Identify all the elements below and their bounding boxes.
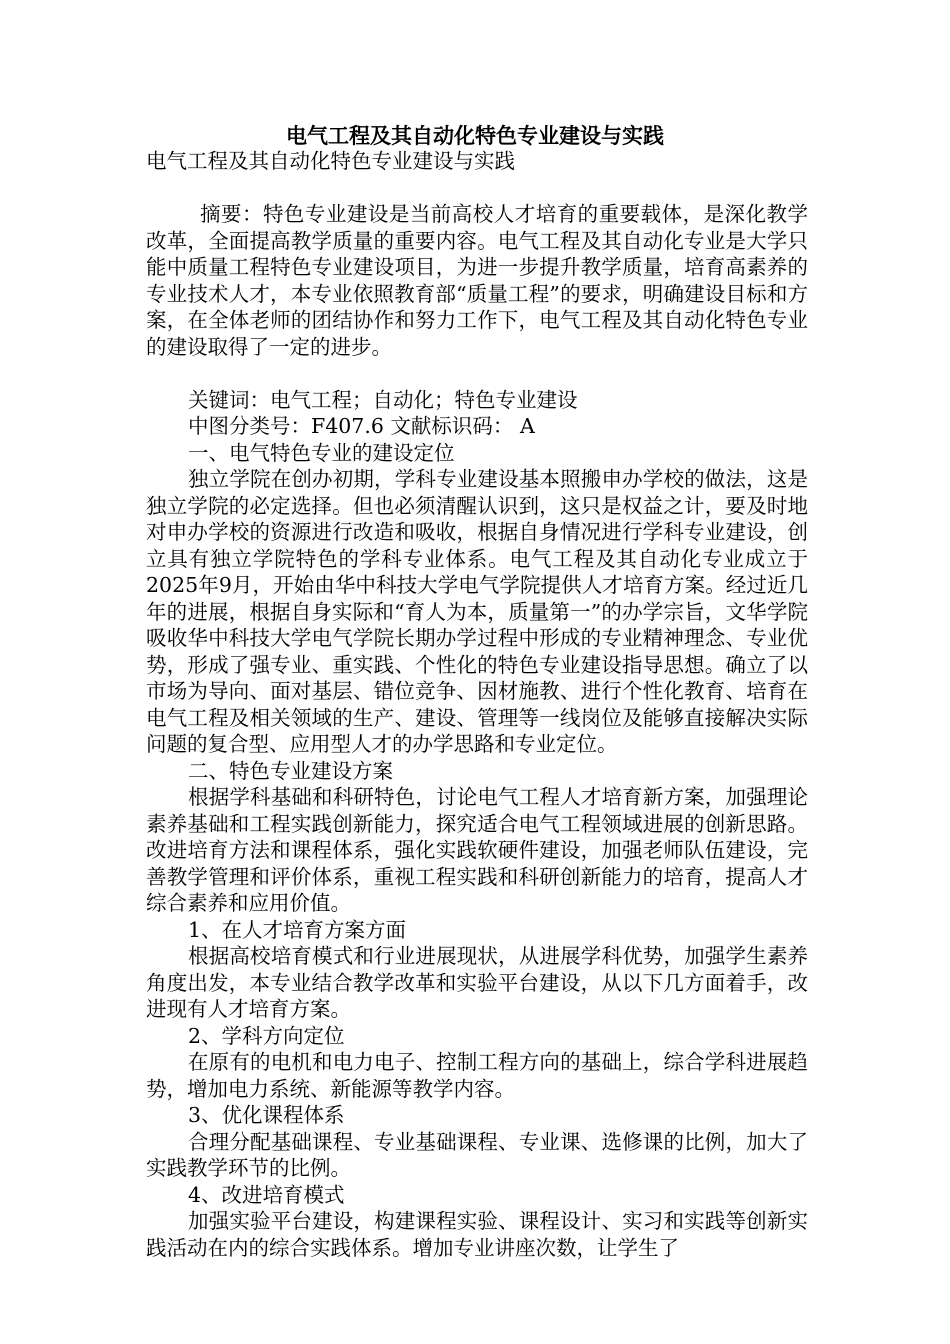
document-subtitle: 电气工程及其自动化特色专业建设与实践 <box>146 149 515 173</box>
document-body <box>146 148 808 1261</box>
spacer <box>146 360 808 387</box>
section-paragraph: 根据学科基础和科研特色，讨论电气工程人才培育新方案，加强理论素养基础和工程实践创新能力，探究适合电气工程领域进展的创新思路。改进培育方法和课程体系，强化实践软硬件建设，加强老师队伍建设，完善教学管理和评价体系，重视工程实践和科研创新能力的培育，提高人才综合素养和应用价值。 <box>146 785 808 915</box>
section-paragraph: 加强实验平台建设，构建课程实验、课程设计、实习和实践等创新实践活动在内的综合实践体系。增加专业讲座次数，让学生了 <box>146 1209 808 1260</box>
section-heading: 4、改进培育模式 <box>188 1182 345 1207</box>
spacer <box>146 175 808 202</box>
section-heading: 二、特色专业建设方案 <box>188 758 393 783</box>
section-paragraph: 独立学院在创办初期，学科专业建设基本照搬申办学校的做法，这是独立学院的必定选择。但也必须清醒认识到，这只是权益之计，要及时地对申办学校的资源进行改造和吸收，根据自身情况进行学科专业建设，创立具有独立学院特色的学科专业体系。电气工程及其自动化专业成立于2025年9月，开始由华中科技大学电气学院提供人才培育方案。经过近几年的进展，根据自身实际和“育人为本，质量第一”的办学宗旨，文华学院吸收华中科技大学电气学院长期办学过程中形成的专业精神理念、专业优势，形成了强专业、重实践、个性化的特色专业建设指导思想。确立了以市场为导向、面对基层、错位竞争、因材施教、进行个性化教育、培育在电气工程及相关领域的生产、建设、管理等一线岗位及能够直接解决实际问题的复合型、应用型人才的办学思路和专业定位。 <box>146 467 808 756</box>
section-heading: 2、学科方向定位 <box>188 1023 345 1048</box>
section-heading: 1、在人才培育方案方面 <box>188 917 407 942</box>
keywords-line: 关键词：电气工程；自动化；特色专业建设 <box>188 387 578 412</box>
section-heading: 一、电气特色专业的建设定位 <box>188 440 455 465</box>
abstract-paragraph: 摘要：特色专业建设是当前高校人才培育的重要载体，是深化教学改革，全面提高教学质量的重要内容。电气工程及其自动化专业是大学只能中质量工程特色专业建设项目，为进一步提升教学质量，培育高素养的专业技术人才，本专业依照教育部“质量工程”的要求，明确建设目标和方案，在全体老师的团结协作和努力工作下，电气工程及其自动化特色专业的建设取得了一定的进步。 <box>146 202 808 359</box>
section-heading: 3、优化课程体系 <box>188 1103 345 1127</box>
section-paragraph: 合理分配基础课程、专业基础课程、专业课、选修课的比例，加大了实践教学环节的比例。 <box>146 1129 808 1180</box>
classification-line: 中图分类号：F407.6 文献标识码： A <box>188 414 535 438</box>
section-paragraph: 在原有的电机和电力电子、控制工程方向的基础上，综合学科进展趋势，增加电力系统、新能源等教学内容。 <box>146 1050 808 1101</box>
section-paragraph: 根据高校培育模式和行业进展现状，从进展学科优势，加强学生素养角度出发，本专业结合教学改革和实验平台建设，从以下几方面着手，改进现有人才培育方案。 <box>146 944 808 1021</box>
document-title: 电气工程及其自动化特色专业建设与实践 <box>286 124 664 148</box>
